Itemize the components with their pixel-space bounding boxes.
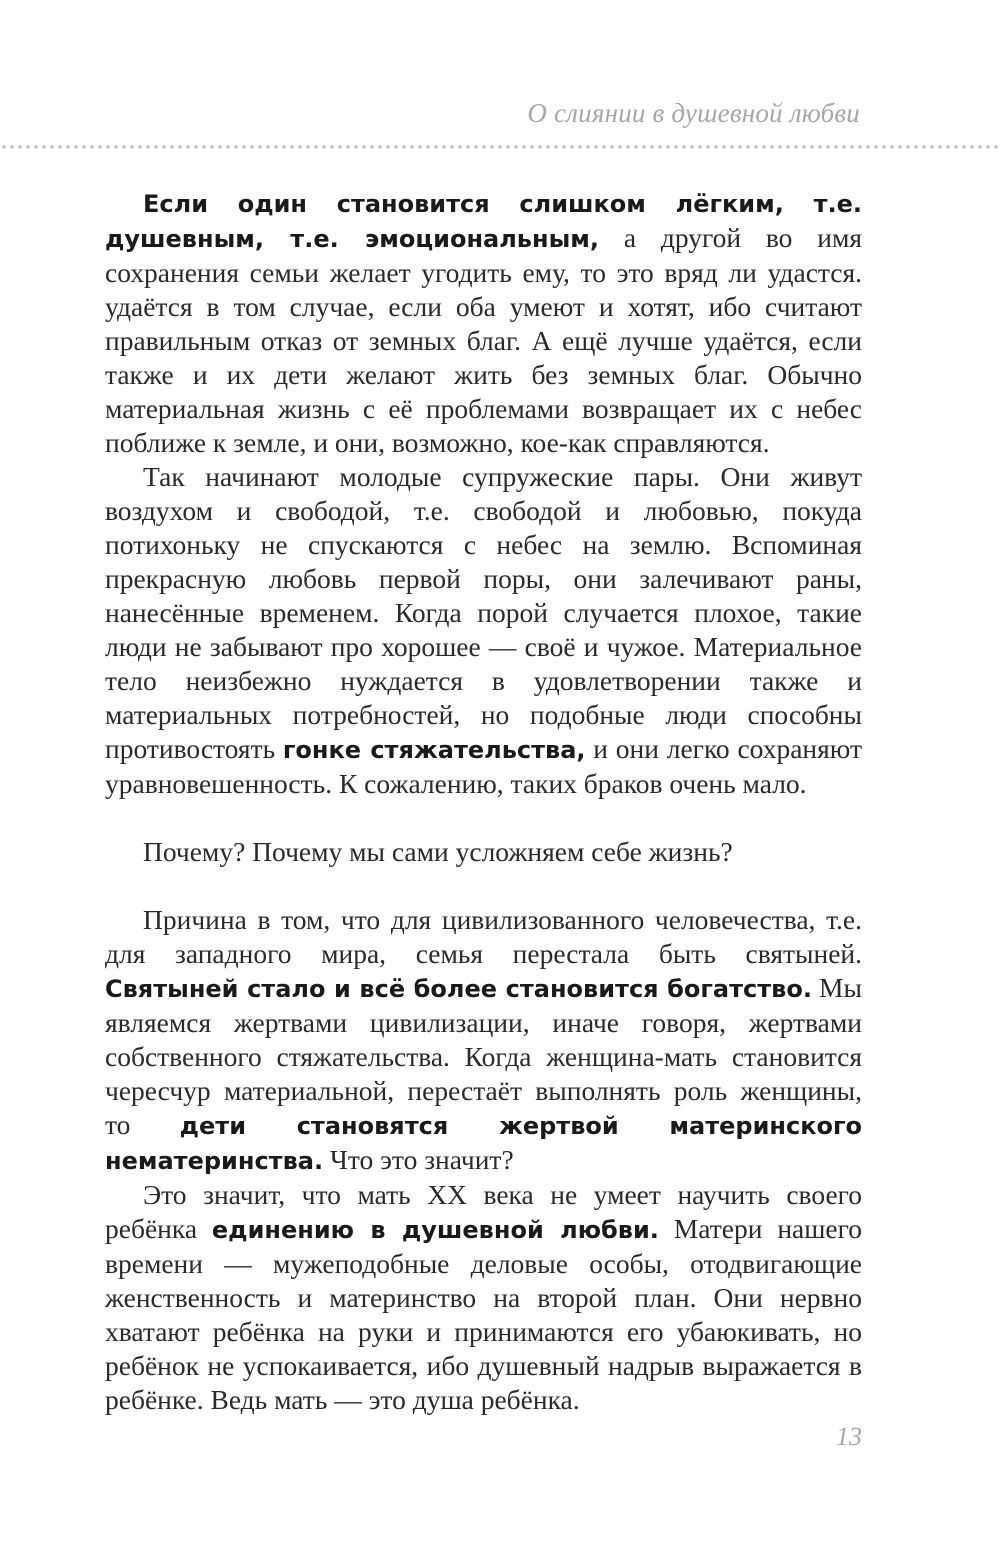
- paragraph-3: [105, 835, 862, 869]
- paragraph-text: и они легко сохраняют уравновешенность. К сожалению, таких браков очень мало.: [105, 733, 862, 799]
- paragraph-text: а другой во имя сохранения семьи желает угодить ему, то это вряд ли удастся. удаётся в том случае, если оба умеют и хотят, ибо считают правильным отказ от земных благ. А ещё лучше удаётся, если также и их дети желают жить без земных благ. Обычно материальная жизнь с её проблемами возвращает их с небес поближе к земле, и они, возможно, кое-как справляются.: [105, 222, 862, 458]
- paragraph-5: [105, 1178, 862, 1417]
- paragraph-text: Матери нашего времени — мужеподобные деловые особы, отодвигающие женственность и материнство на второй план. Они нервно хватают ребёнка на руки и принимаются его убаюкивать, но ребёнок не успокаивается, ибо душевный надрыв выражается в ребёнке. Ведь мать — это душа ребёнка.: [105, 1213, 862, 1415]
- paragraph-2: [105, 460, 862, 801]
- paragraph-text: Так начинают молодые супружеские пары. Они живут воздухом и свободой, т.е. свободой и любовью, покуда потихоньку не спускаются с небес на землю. Вспоминая прекрасную любовь первой поры, они залечивают раны, нанесённые временем. Когда порой случается плохое, такие люди не забывают про хорошее — своё и чужое. Материальное тело неизбежно нуждается в удовлетворении также и материальных потребностей, но подобные люди способны противостоять: [105, 461, 862, 764]
- bold-phrase: единению в душевной любви.: [211, 1216, 659, 1244]
- dotted-divider: [0, 144, 1000, 150]
- body-text: [105, 186, 862, 1417]
- paragraph-text: Причина в том, что для цивилизованного человечества, т.е. для западного мира, семья перестала быть святыней.: [105, 904, 862, 969]
- paragraph-text: Мы являемся жертвами цивилизации, иначе говоря, жертвами собственного стяжательства. Когда женщина-мать становится чересчур материальной, перестаёт выполнять роль женщины, то: [105, 972, 862, 1140]
- paragraph-1: [105, 186, 862, 460]
- page-number: 13: [836, 1422, 862, 1451]
- paragraph-text: Почему? Почему мы сами усложняем себе жизнь?: [143, 836, 733, 867]
- paragraph-4: [105, 903, 862, 1178]
- bold-phrase: гонке стяжательства,: [282, 736, 586, 764]
- bold-phrase: Если один становится слишком лёгким, т.е. душевным, т.е. эмоциональным,: [105, 190, 862, 253]
- bold-phrase: Святыней стало и всё более становится богатство.: [105, 975, 812, 1003]
- bold-phrase: дети становятся жертвой материнского нематеринства.: [105, 1112, 862, 1175]
- paragraph-text: Что это значит?: [323, 1144, 514, 1175]
- running-head-title: О слиянии в душевной любви: [527, 98, 860, 128]
- paragraph-text: Это значит, что мать XX века не умеет научить своего ребёнка: [105, 1179, 862, 1244]
